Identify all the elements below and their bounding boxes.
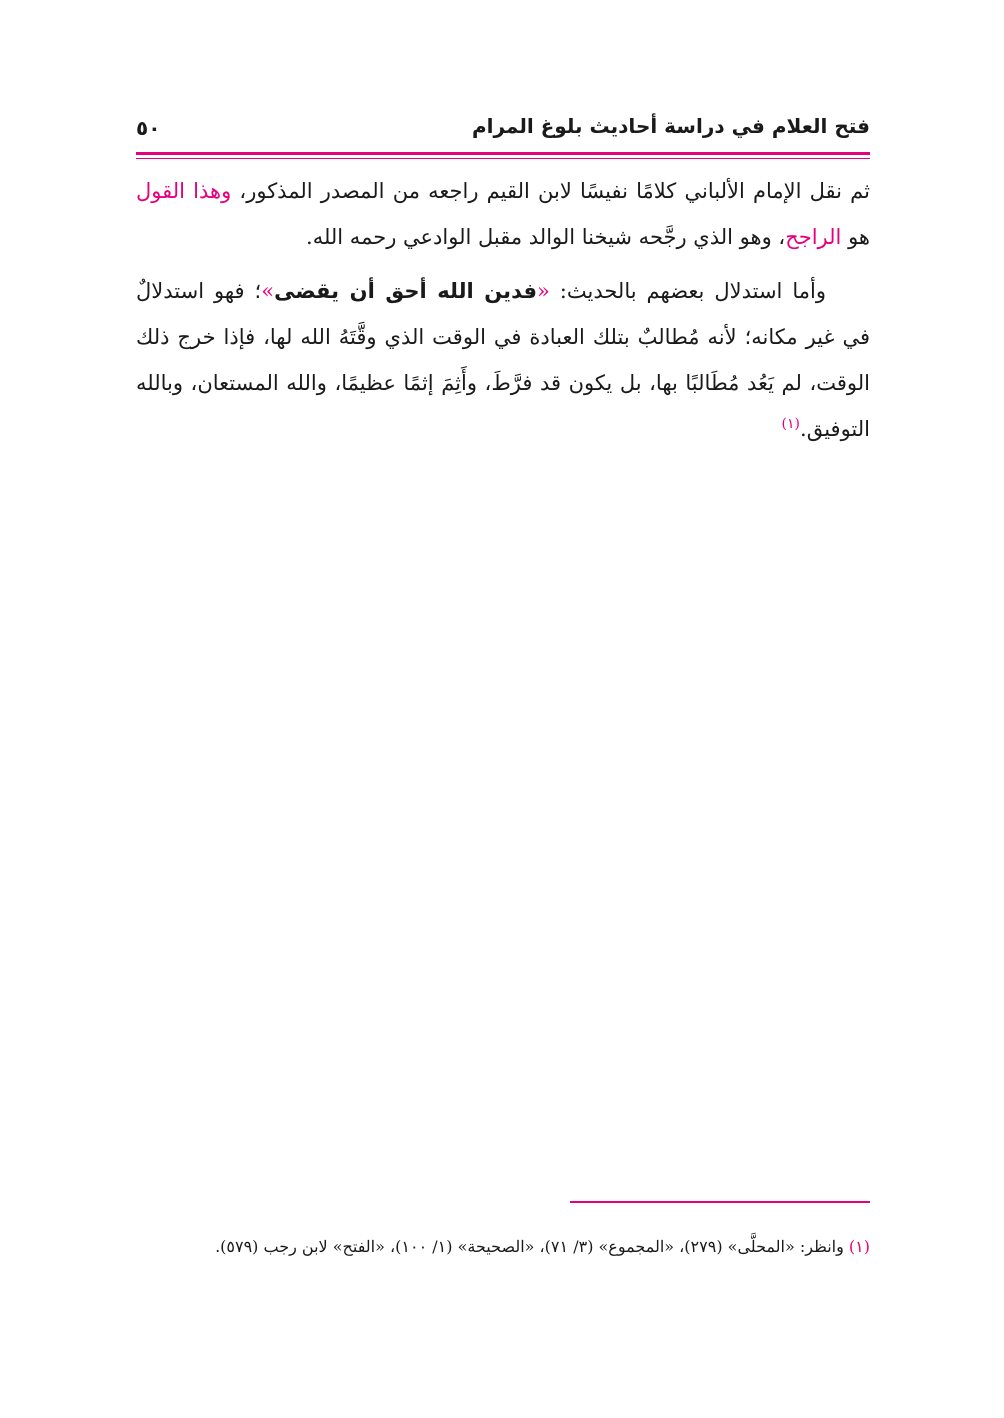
p1-mid: هو bbox=[841, 225, 870, 249]
footnote-separator bbox=[570, 1201, 870, 1203]
highlight-this-opinion: وهذا القول bbox=[136, 179, 232, 203]
paragraph-1 bbox=[136, 168, 870, 260]
paragraph-2 bbox=[136, 268, 870, 452]
running-header bbox=[136, 108, 870, 148]
quote-open: « bbox=[536, 279, 550, 303]
footnote-marker: (١) bbox=[848, 1237, 870, 1256]
header-rule-thick bbox=[136, 152, 870, 155]
footnote bbox=[136, 1232, 870, 1262]
p1-rest: ، وهو الذي رجَّحه شيخنا الوالد مقبل الوادعي رحمه الله. bbox=[306, 225, 786, 249]
quote-close: » bbox=[261, 279, 275, 303]
footnote-ref[interactable]: (١) bbox=[781, 416, 801, 432]
p1-line1: ثم نقل الإمام الألباني كلامًا نفيسًا لابن القيم راجعه من المصدر المذكور، bbox=[239, 179, 870, 203]
book-title: فتح العلام في دراسة أحاديث بلوغ المرام bbox=[471, 114, 870, 138]
highlight-preponderant: الراجح bbox=[785, 225, 842, 249]
p2-rest: ؛ فهو استدلالٌ في غير مكانه؛ لأنه مُطالبٌ بتلك العبادة في الوقت الذي وقَّتَهُ الله لها، فإذا خرج ذلك الوقت، لم يَعُد مُطَالبًا بها، بل يكون قد فرَّطَ، وأَثِمَ إثمًا عظيمًا، والله المستعان، وبالله التوفيق. bbox=[136, 279, 870, 441]
hadith-quote: فدين الله أحق أن يقضى bbox=[274, 279, 537, 303]
main-text bbox=[136, 168, 870, 452]
header-rule-thin bbox=[136, 158, 870, 159]
page-number: ٥٠ bbox=[136, 116, 161, 140]
p2-start: وأما استدلال بعضهم بالحديث: bbox=[549, 279, 826, 303]
footnote-text: وانظر: «المحلَّى» (٢٧٩)، «المجموع» (٣/ ٧١)، «الصحيحة» (١/ ١٠٠)، «الفتح» لابن رجب (٥٧٩). bbox=[215, 1237, 849, 1256]
